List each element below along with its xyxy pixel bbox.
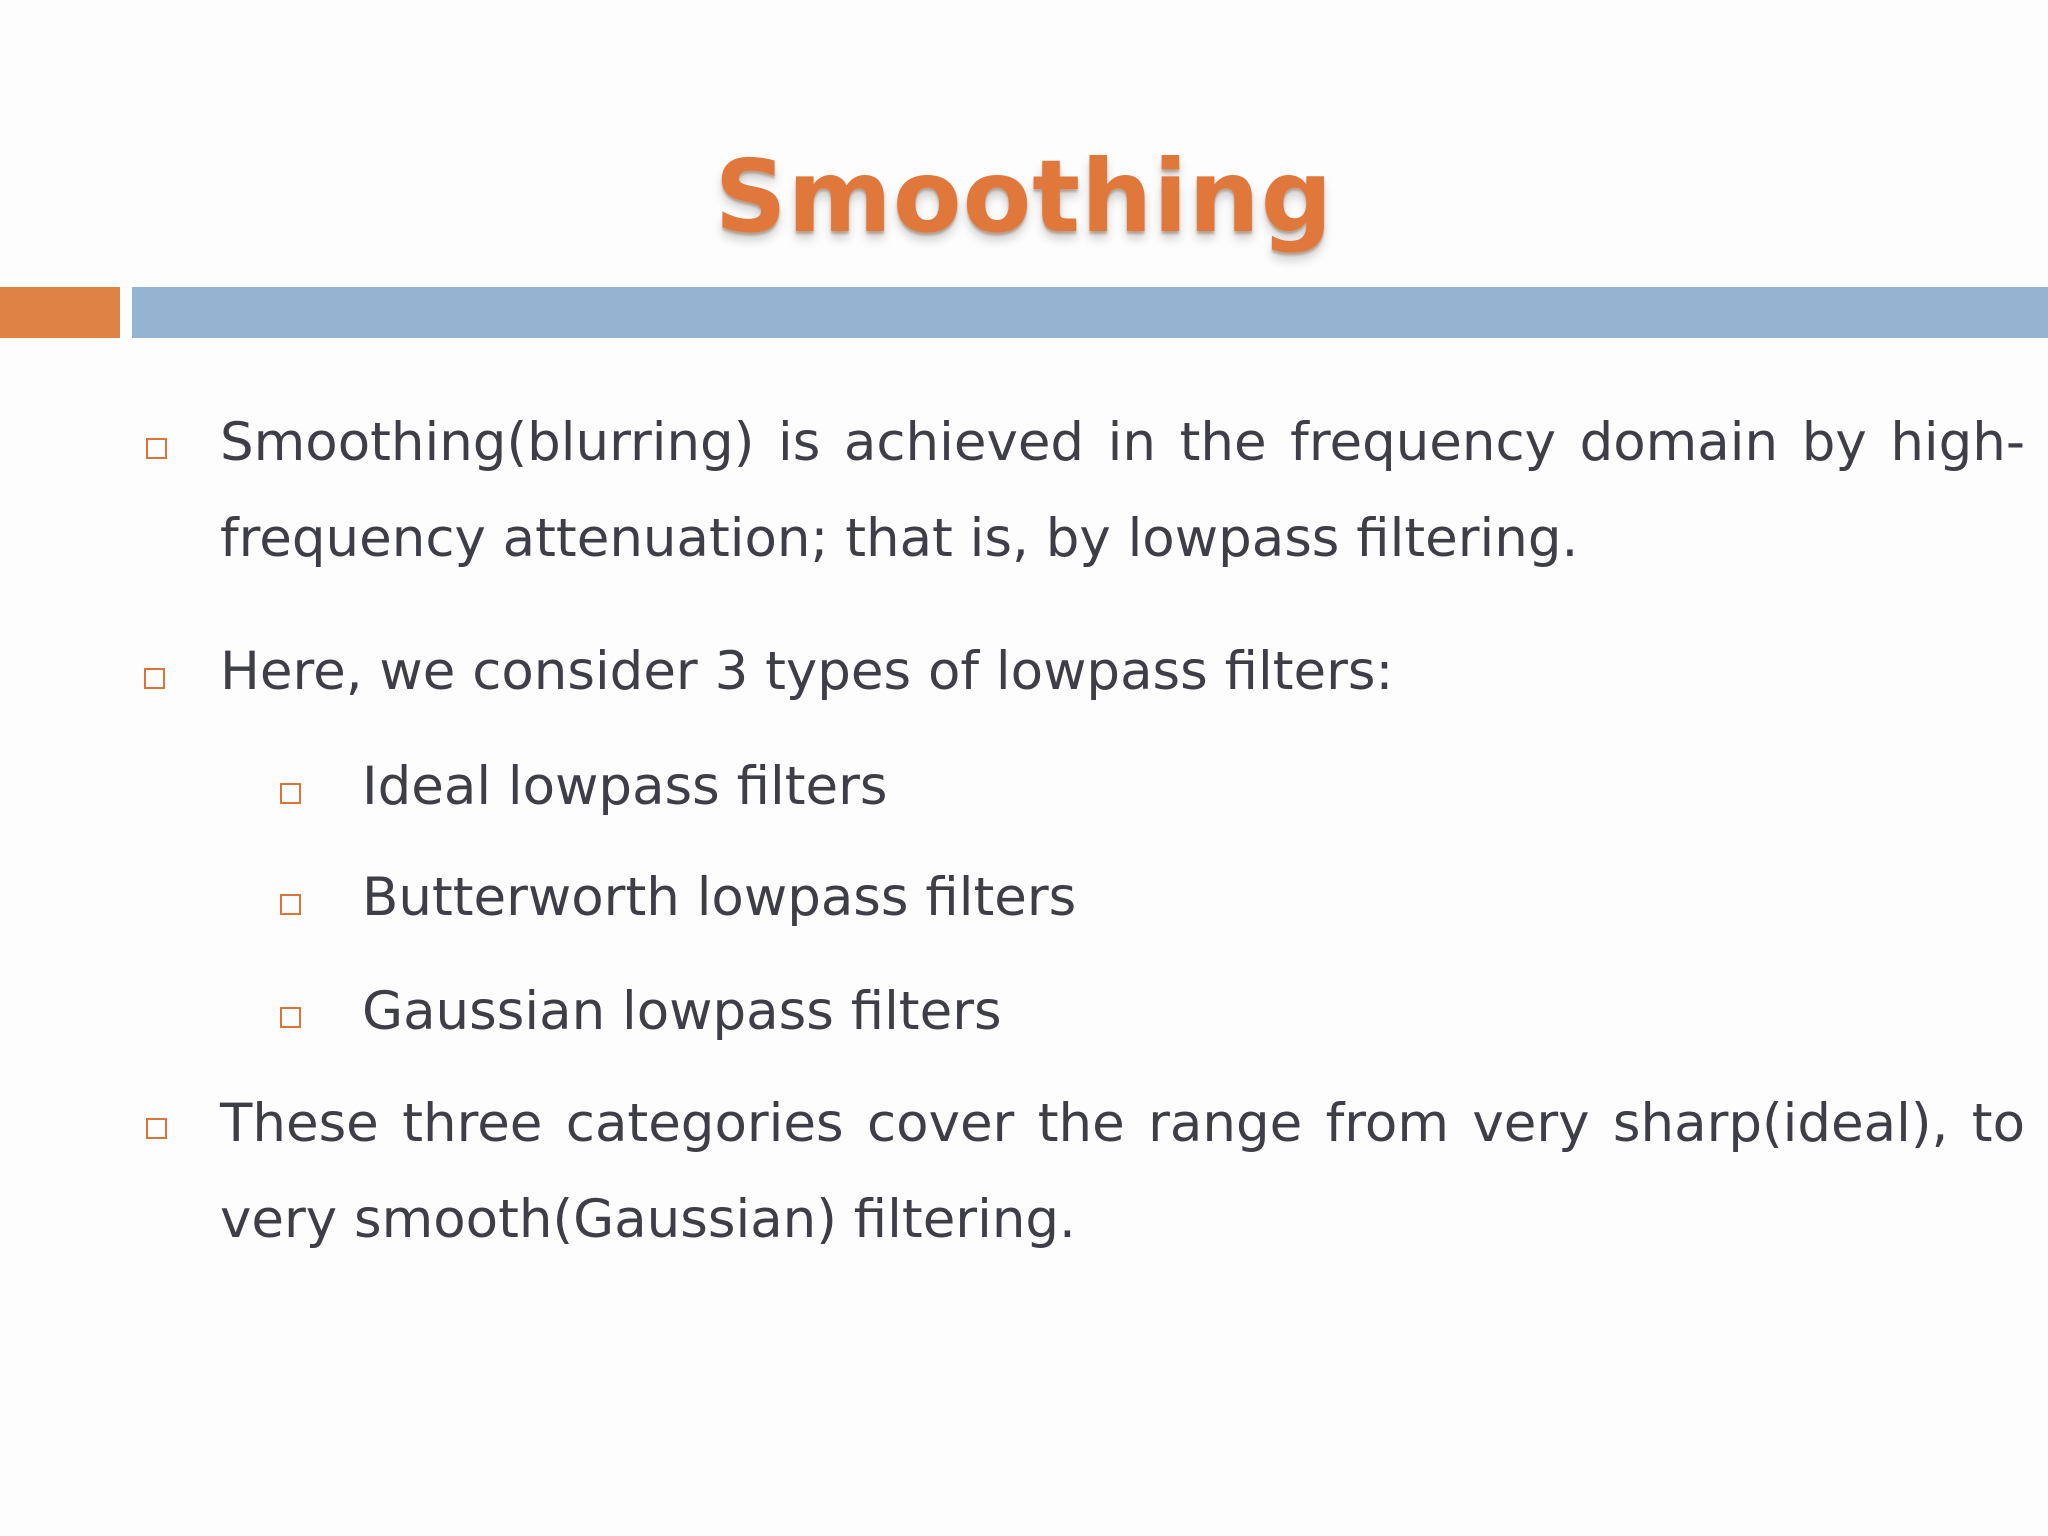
square-bullet-icon [146, 1118, 167, 1139]
slide-title: Smoothing [714, 138, 1334, 255]
square-bullet-icon [280, 894, 301, 915]
square-bullet-icon [144, 668, 165, 689]
square-bullet-icon [280, 1007, 301, 1028]
sub-bullet-text: Butterworth lowpass filters [362, 867, 1077, 928]
sub-bullet-text: Gaussian lowpass filters [362, 981, 1002, 1042]
square-bullet-icon [146, 438, 167, 459]
sub-bullet-text: Ideal lowpass filters [362, 756, 888, 817]
bullet-text: Smoothing(blurring) is achieved in the frequency domain by high-frequency attenuation; that is, by lowpass filtering. [220, 412, 2025, 569]
square-bullet-icon [280, 783, 301, 804]
bullet-text: Here, we consider 3 types of lowpass filters: [220, 641, 1394, 702]
bullet-text: These three categories cover the range from very sharp(ideal), to very smooth(Gaussian) filtering. [220, 1093, 2025, 1250]
